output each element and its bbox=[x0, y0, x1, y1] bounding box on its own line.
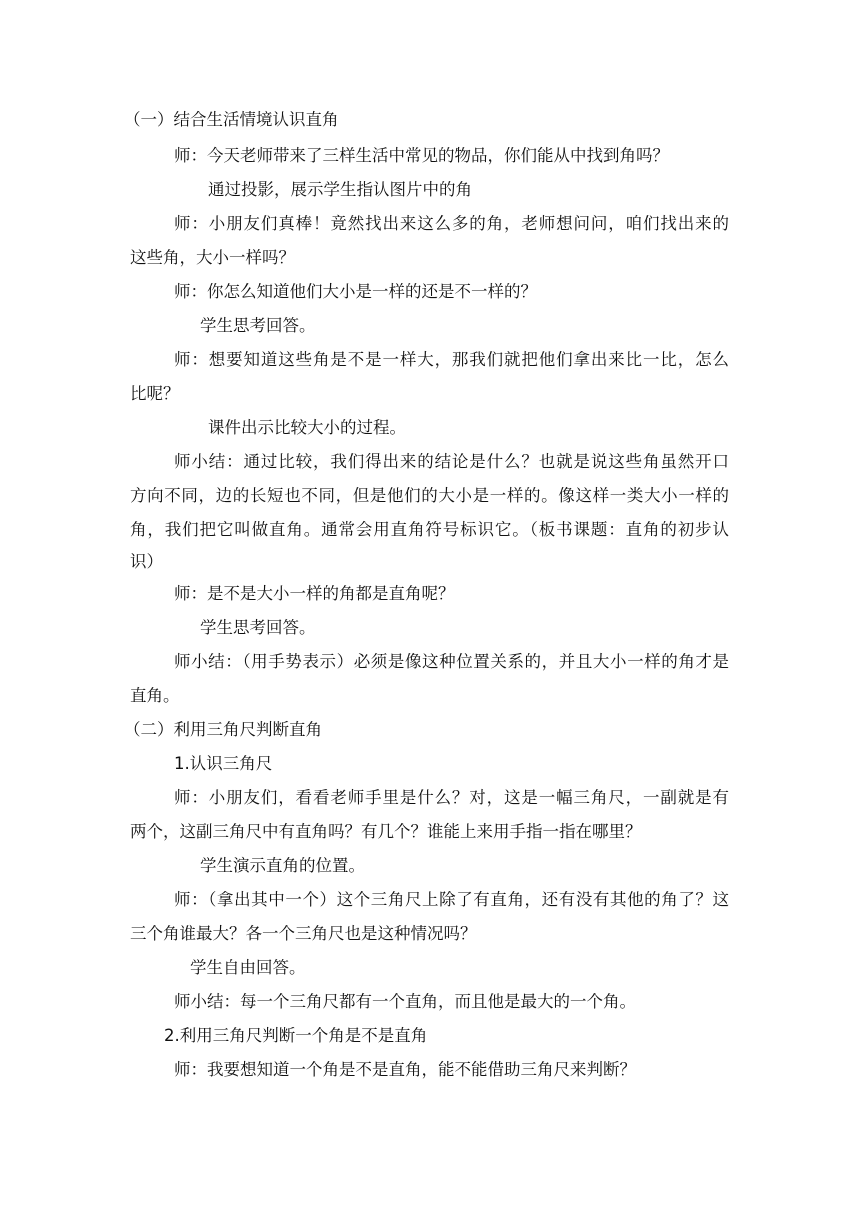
paragraph-line: 识） bbox=[130, 552, 163, 571]
paragraph-line: 师：小朋友们真棒！竟然找出来这么多的角，老师想问问，咱们找出来的 bbox=[174, 214, 729, 233]
paragraph-line: 师：（拿出其中一个）这个三角尺上除了有直角，还有没有其他的角了？这 bbox=[174, 890, 729, 909]
paragraph-line: 学生演示直角的位置。 bbox=[200, 856, 365, 875]
subheading: 1.认识三角尺 bbox=[174, 754, 273, 773]
paragraph-line: 三个角谁最大？各一个三角尺也是这种情况吗？ bbox=[130, 924, 477, 943]
paragraph-line: 直角。 bbox=[130, 686, 180, 705]
section-heading-1: （一）结合生活情境认识直角 bbox=[124, 110, 339, 129]
paragraph-line: 通过投影，展示学生指认图片中的角 bbox=[208, 180, 472, 199]
paragraph-line: 师：是不是大小一样的角都是直角呢？ bbox=[174, 584, 455, 603]
paragraph-line: 这些角，大小一样吗？ bbox=[130, 248, 295, 267]
paragraph-line: 师小结：（用手势表示）必须是像这种位置关系的，并且大小一样的角才是 bbox=[174, 652, 729, 671]
paragraph-line: 课件出示比较大小的过程。 bbox=[208, 418, 406, 437]
paragraph-line: 师：你怎么知道他们大小是一样的还是不一样的？ bbox=[174, 282, 537, 301]
paragraph-line: 师小结：每一个三角尺都有一个直角，而且他是最大的一个角。 bbox=[174, 992, 636, 1011]
paragraph-line: 两个，这副三角尺中有直角吗？有几个？谁能上来用手指一指在哪里？ bbox=[130, 822, 642, 841]
paragraph-line: 师：想要知道这些角是不是一样大，那我们就把他们拿出来比一比，怎么 bbox=[174, 350, 729, 369]
paragraph-line: 比呢？ bbox=[130, 384, 180, 403]
paragraph-line: 学生思考回答。 bbox=[200, 316, 316, 335]
paragraph-line: 师：小朋友们，看看老师手里是什么？对，这是一幅三角尺，一副就是有 bbox=[174, 788, 729, 807]
subheading: 2.利用三角尺判断一个角是不是直角 bbox=[164, 1026, 428, 1045]
paragraph-line: 学生自由回答。 bbox=[190, 958, 306, 977]
section-heading-2: （二）利用三角尺判断直角 bbox=[124, 720, 322, 739]
paragraph-line: 方向不同，边的长短也不同，但是他们的大小是一样的。像这样一类大小一样的 bbox=[130, 486, 729, 505]
paragraph-line: 学生思考回答。 bbox=[200, 618, 316, 637]
paragraph-line: 师：我要想知道一个角是不是直角，能不能借助三角尺来判断？ bbox=[174, 1060, 636, 1079]
paragraph-line: 角，我们把它叫做直角。通常会用直角符号标识它。（板书课题：直角的初步认 bbox=[130, 520, 729, 539]
paragraph-line: 师：今天老师带来了三样生活中常见的物品，你们能从中找到角吗？ bbox=[174, 146, 669, 165]
paragraph-line: 师小结：通过比较，我们得出来的结论是什么？也就是说这些角虽然开口 bbox=[174, 452, 729, 471]
